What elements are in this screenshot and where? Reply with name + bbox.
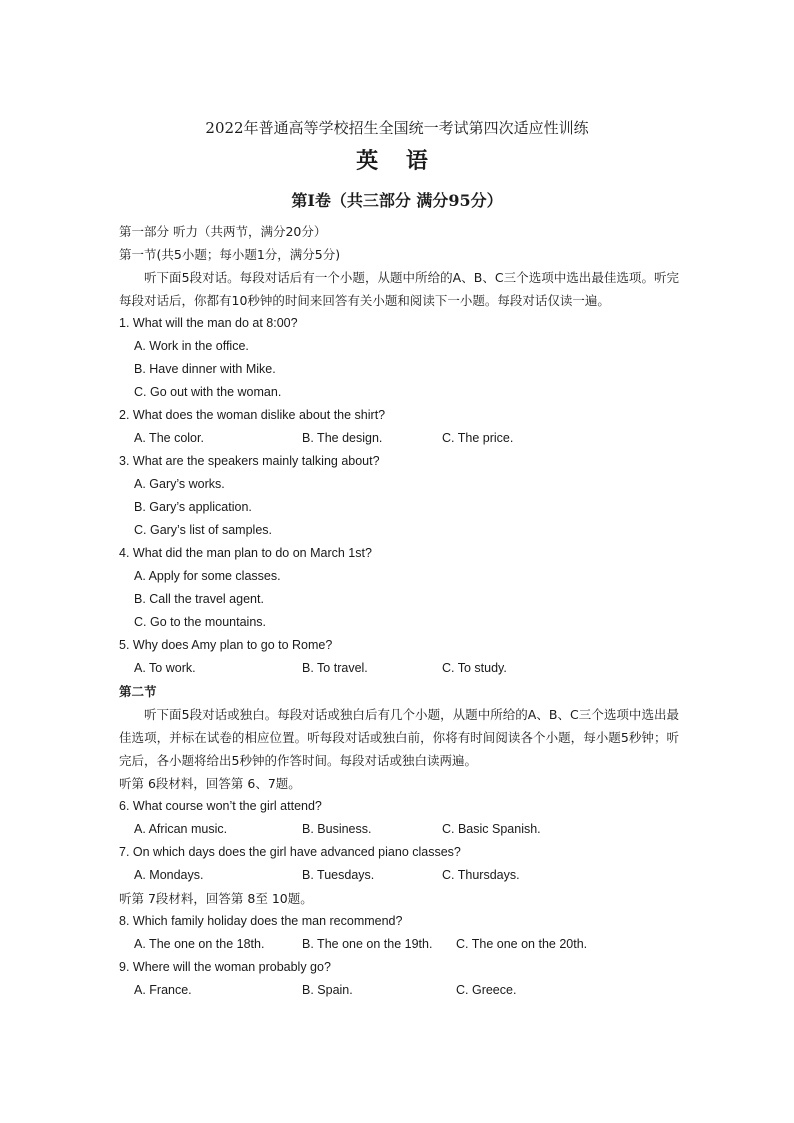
material-6-note: 听第 6段材料，回答第 6、7题。 [119, 776, 301, 791]
question-9: 9. Where will the woman probably go? [119, 960, 331, 974]
question-1: 1. What will the man do at 8:00? [119, 316, 298, 330]
part1-heading: 第一部分 听力（共两节，满分20分） [119, 224, 327, 239]
option-4b: B. Call the travel agent. [134, 592, 264, 606]
option-5b: B. To travel. [302, 661, 368, 675]
option-5a: A. To work. [134, 661, 196, 675]
question-7: 7. On which days does the girl have advanced piano classes? [119, 845, 461, 859]
option-1c: C. Go out with the woman. [134, 385, 282, 399]
volume-title: 第Ⅰ卷（共三部分 满分95分） [291, 191, 503, 210]
option-6c: C. Basic Spanish. [442, 822, 541, 836]
option-7b: B. Tuesdays. [302, 868, 375, 882]
option-2c: C. The price. [442, 431, 514, 445]
question-2: 2. What does the woman dislike about the shirt? [119, 408, 386, 422]
option-6a: A. African music. [134, 822, 228, 836]
option-3c: C. Gary’s list of samples. [134, 523, 273, 537]
option-5c: C. To study. [442, 661, 507, 675]
option-8b: B. The one on the 19th. [302, 937, 433, 951]
question-8: 8. Which family holiday does the man recommend? [119, 914, 403, 928]
material-7-note: 听第 7段材料，回答第 8至 10题。 [119, 891, 313, 906]
option-9a: A. France. [134, 983, 192, 997]
options-row-8 [119, 933, 679, 956]
section1-instructions: 听下面5段对话。每段对话后有一个小题，从题中所给的A、B、C三个选项中选出最佳选项。听完每段对话后，你都有10秒钟的时间来回答有关小题和阅读下一小题。每段对话仅读一遍。 [119, 270, 679, 308]
option-1a: A. Work in the office. [134, 339, 249, 353]
options-row-9 [119, 979, 679, 1002]
option-2a: A. The color. [134, 431, 204, 445]
option-2b: B. The design. [302, 431, 383, 445]
section1-heading: 第一节(共5小题；每小题1分，满分5分) [119, 247, 341, 262]
section2-instructions: 听下面5段对话或独白。每段对话或独白后有几个小题，从题中所给的A、B、C三个选项中选出最佳选项，并标在试卷的相应位置。听每段对话或独白前，你将有时间阅读各个小题，每小题5秒钟；听完后，各小题将给出5秒钟的作答时间。每段对话或独白读两遍。 [119, 707, 679, 768]
option-9b: B. Spain. [302, 983, 353, 997]
option-3b: B. Gary’s application. [134, 500, 252, 514]
exam-title: 2022年普通高等学校招生全国统一考试第四次适应性训练 [205, 119, 589, 137]
option-1b: B. Have dinner with Mike. [134, 362, 276, 376]
question-4: 4. What did the man plan to do on March 1st? [119, 546, 372, 560]
subject-title: 英 语 [356, 148, 438, 174]
question-5: 5. Why does Amy plan to go to Rome? [119, 638, 333, 652]
section2-heading: 第二节 [119, 684, 157, 699]
option-7a: A. Mondays. [134, 868, 204, 882]
options-row-6 [119, 818, 679, 841]
option-9c: C. Greece. [456, 983, 517, 997]
question-6: 6. What course won’t the girl attend? [119, 799, 322, 813]
option-8a: A. The one on the 18th. [134, 937, 265, 951]
option-4a: A. Apply for some classes. [134, 569, 281, 583]
option-4c: C. Go to the mountains. [134, 615, 267, 629]
question-3: 3. What are the speakers mainly talking about? [119, 454, 380, 468]
option-6b: B. Business. [302, 822, 372, 836]
exam-body [119, 220, 679, 1002]
option-7c: C. Thursdays. [442, 868, 520, 882]
options-row-2 [119, 427, 679, 450]
options-row-7 [119, 864, 679, 887]
option-3a: A. Gary’s works. [134, 477, 225, 491]
options-row-5 [119, 657, 679, 680]
option-8c: C. The one on the 20th. [456, 937, 588, 951]
